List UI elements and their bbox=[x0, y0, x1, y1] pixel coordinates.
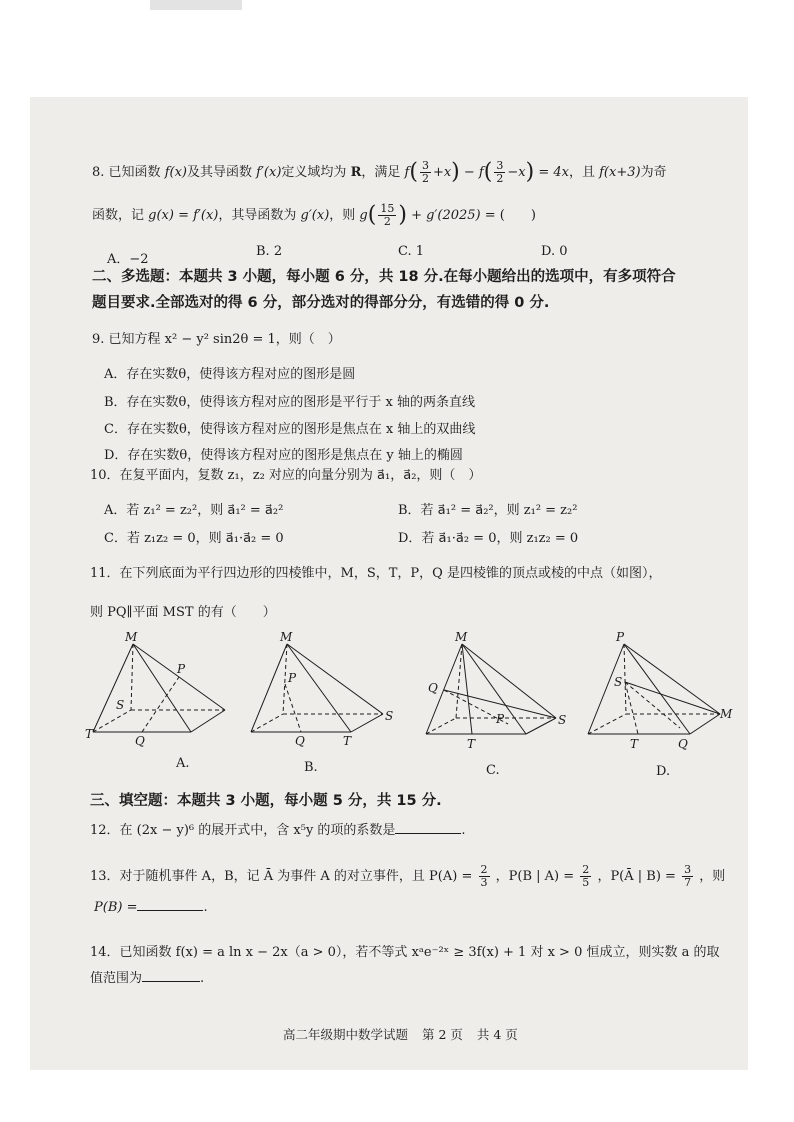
q10-option-a: A．若 z₁² = z₂²，则 a⃗₁² = a⃗₂² bbox=[104, 503, 284, 518]
q14-line2: 值范围为 . bbox=[90, 971, 205, 986]
section3-heading: 三、填空题：本题共 3 小题，每小题 5 分，共 15 分. bbox=[90, 793, 442, 809]
q11-figure-d-label: D. bbox=[656, 764, 671, 779]
q11-line1: 11．在下列底面为平行四边形的四棱锥中，M，S，T，P，Q 是四棱锥的顶点或棱的中点（如图）， bbox=[90, 566, 662, 581]
q8-option-c: C. 1 bbox=[398, 244, 425, 259]
q11-figure-c bbox=[418, 630, 578, 752]
q8-line2: 函数，记 g(x) = f′(x)，其导函数为 g′(x)，则 g( $\frac{15}{2}$ ) + g′(2025) = ( ) bbox=[92, 202, 536, 228]
q13-frac-1: $\frac{2}{3}$ bbox=[480, 863, 488, 889]
footer-page: 第 2 页 bbox=[422, 1027, 463, 1042]
figc-label-s: S bbox=[558, 713, 567, 727]
page-footer bbox=[283, 1025, 528, 1043]
figc-label-p: P bbox=[496, 712, 505, 726]
q14-line1: 14．已知函数 f(x) = a ln x − 2x（a > 0），若不等式 xᵃe⁻²ˣ ≥ 3f(x) + 1 对 x > 0 恒成立，则实数 a 的取 bbox=[90, 945, 720, 960]
figa-label-s: S bbox=[116, 698, 125, 712]
q10-option-c: C．若 z₁z₂ = 0，则 a⃗₁·a⃗₂ = 0 bbox=[104, 531, 284, 546]
figb-label-s: S bbox=[385, 709, 394, 723]
figb-label-m: M bbox=[280, 630, 293, 644]
top-edge-strip bbox=[150, 0, 242, 10]
q11-figure-a-label: A. bbox=[176, 756, 190, 771]
q11-figure-d bbox=[580, 630, 740, 752]
q12-line: 12．在 (2x − y)⁶ 的展开式中，含 x⁵y 的项的系数是 . bbox=[90, 823, 466, 838]
q9-option-c: C．存在实数θ，使得该方程对应的图形是焦点在 x 轴上的双曲线 bbox=[104, 422, 476, 437]
q8-line1: 8. 已知函数 f(x)及其导函数 f′(x)定义域均为 R，满足 f( $\frac{3}{2}$ +x) − f( $\frac{3}{2}$ −x) = 4x，且 f(x+3)为奇 bbox=[92, 159, 667, 185]
q12-answer-blank[interactable] bbox=[395, 833, 461, 834]
q8-option-a: A．−2 bbox=[107, 252, 149, 267]
figb-label-t: T bbox=[343, 734, 352, 748]
q13-frac-2: $\frac{2}{5}$ bbox=[582, 863, 590, 889]
q8-frac-c: $\frac{15}{2}$ bbox=[380, 202, 395, 228]
q11-line2: 则 PQ∥平面 MST 的有（ ） bbox=[90, 605, 276, 620]
q11-figure-b bbox=[243, 628, 403, 748]
q8-frac-a: $\frac{3}{2}$ bbox=[421, 159, 429, 185]
figd-label-m: M bbox=[720, 707, 733, 721]
figd-label-t: T bbox=[630, 737, 639, 751]
figa-label-m: M bbox=[125, 630, 138, 644]
figb-label-p: P bbox=[288, 671, 297, 685]
figd-label-q: Q bbox=[678, 737, 688, 751]
figc-label-m: M bbox=[455, 630, 468, 644]
q11-figure-a bbox=[85, 628, 245, 748]
q8-frac-b: $\frac{3}{2}$ bbox=[496, 159, 504, 185]
q13-frac-3: $\frac{3}{7}$ bbox=[684, 863, 692, 889]
q8-option-d: D. 0 bbox=[541, 244, 568, 259]
q11-figure-b-label: B. bbox=[304, 760, 318, 775]
q9-option-a: A．存在实数θ，使得该方程对应的图形是圆 bbox=[104, 367, 356, 382]
q13-line1: 13．对于随机事件 A，B，记 Ā 为事件 A 的对立事件，且 P(A) = $\frac{2}{3}$ ，P(B | A) = $\frac{2}{5}$ ，P(Ā | B) = $\frac{3}{7}$ ，则 bbox=[90, 863, 726, 889]
q14-answer-blank[interactable] bbox=[142, 981, 200, 982]
footer-total: 共 4 页 bbox=[476, 1027, 518, 1042]
figb-label-q: Q bbox=[295, 734, 305, 748]
q10-option-b: B．若 a⃗₁² = a⃗₂²，则 z₁² = z₂² bbox=[398, 503, 578, 518]
section2-heading-line1: 二、多选题：本题共 3 小题，每小题 6 分，共 18 分.在每小题给出的选项中，有多项符合 bbox=[92, 269, 676, 285]
figd-label-p: P bbox=[616, 630, 625, 644]
q8-option-b: B. 2 bbox=[256, 244, 283, 259]
section2-heading-line2: 题目要求.全部选对的得 6 分，部分选对的得部分分，有选错的得 0 分. bbox=[92, 295, 550, 311]
q13-answer-blank[interactable] bbox=[137, 910, 203, 911]
q11-figure-c-label: C. bbox=[486, 763, 500, 778]
figc-label-q: Q bbox=[428, 681, 438, 695]
figa-label-q: Q bbox=[135, 734, 145, 748]
figc-label-t: T bbox=[467, 737, 476, 751]
q10-stem: 10．在复平面内，复数 z₁，z₂ 对应的向量分别为 a⃗₁，a⃗₂，则（ ） bbox=[90, 468, 482, 483]
figd-label-s: S bbox=[614, 675, 623, 689]
q13-line2: P(B) = . bbox=[94, 900, 208, 915]
q9-option-b: B．存在实数θ，使得该方程对应的图形是平行于 x 轴的两条直线 bbox=[104, 395, 475, 410]
q10-option-d: D．若 a⃗₁·a⃗₂ = 0，则 z₁z₂ = 0 bbox=[398, 531, 579, 546]
exam-paper bbox=[30, 97, 748, 1070]
figa-label-p: P bbox=[177, 662, 186, 676]
q9-option-d: D．存在实数θ，使得该方程对应的图形是焦点在 y 轴上的椭圆 bbox=[104, 448, 463, 463]
footer-title: 高二年级期中数学试题 bbox=[283, 1027, 409, 1042]
q9-stem: 9. 已知方程 x² − y² sin2θ = 1，则（ ） bbox=[92, 332, 341, 347]
figa-label-t: T bbox=[85, 727, 94, 741]
